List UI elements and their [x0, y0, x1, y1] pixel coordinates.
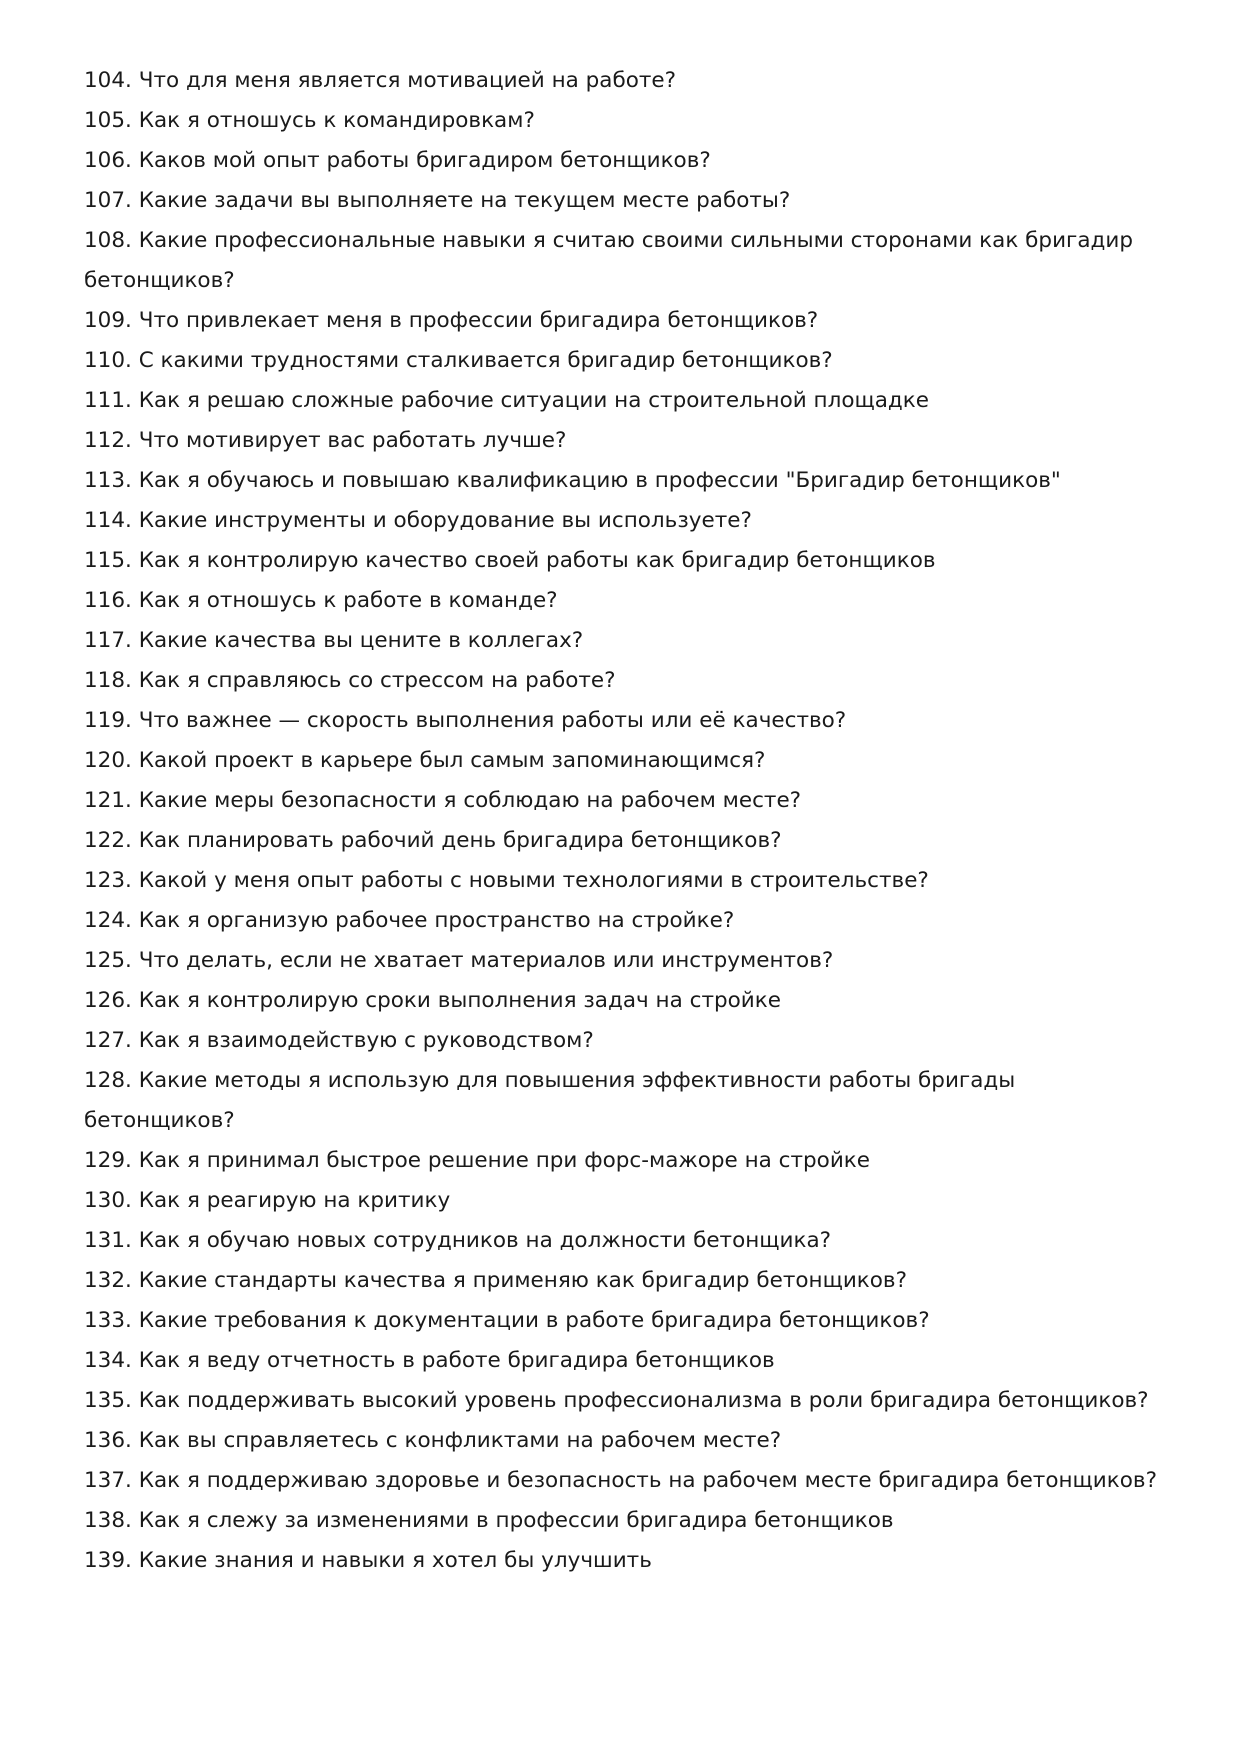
question-item: 114. Какие инструменты и оборудование вы используете? [84, 508, 752, 533]
question-item: 136. Как вы справляетесь с конфликтами на рабочем месте? [84, 1428, 782, 1453]
question-item: 120. Какой проект в карьере был самым запоминающимся? [84, 748, 766, 773]
question-item: 129. Как я принимал быстрое решение при форс-мажоре на стройке [84, 1148, 871, 1173]
question-item: 123. Какой у меня опыт работы с новыми технологиями в строительстве? [84, 868, 929, 893]
question-item: 135. Как поддерживать высокий уровень профессионализма в роли бригадира бетонщиков? [84, 1388, 1149, 1413]
question-item: 108. Какие профессиональные навыки я считаю своими сильными сторонами как бригадир бетонщиков? [84, 228, 1133, 293]
question-item: 116. Как я отношусь к работе в команде? [84, 588, 558, 613]
question-item: 105. Как я отношусь к командировкам? [84, 108, 535, 133]
question-item: 115. Как я контролирую качество своей работы как бригадир бетонщиков [84, 548, 936, 573]
question-item: 137. Как я поддерживаю здоровье и безопасность на рабочем месте бригадира бетонщиков? [84, 1468, 1157, 1493]
question-item: 113. Как я обучаюсь и повышаю квалификацию в профессии "Бригадир бетонщиков" [84, 468, 1061, 493]
question-item: 134. Как я веду отчетность в работе бригадира бетонщиков [84, 1348, 775, 1373]
question-item: 118. Как я справляюсь со стрессом на работе? [84, 668, 616, 693]
question-item: 111. Как я решаю сложные рабочие ситуации на строительной площадке [84, 388, 929, 413]
question-item: 121. Какие меры безопасности я соблюдаю на рабочем месте? [84, 788, 802, 813]
question-item: 112. Что мотивирует вас работать лучше? [84, 428, 567, 453]
question-item: 133. Какие требования к документации в работе бригадира бетонщиков? [84, 1308, 930, 1333]
question-item: 106. Каков мой опыт работы бригадиром бетонщиков? [84, 148, 711, 173]
question-item: 119. Что важнее — скорость выполнения работы или её качество? [84, 708, 847, 733]
question-item: 110. С какими трудностями сталкивается бригадир бетонщиков? [84, 348, 833, 373]
question-item: 109. Что привлекает меня в профессии бригадира бетонщиков? [84, 308, 819, 333]
question-item: 128. Какие методы я использую для повышения эффективности работы бригады бетонщиков? [84, 1068, 1016, 1133]
question-list [84, 61, 1164, 1581]
question-item: 126. Как я контролирую сроки выполнения задач на стройке [84, 988, 781, 1013]
question-item: 131. Как я обучаю новых сотрудников на должности бетонщика? [84, 1228, 832, 1253]
question-item: 125. Что делать, если не хватает материалов или инструментов? [84, 948, 834, 973]
question-item: 104. Что для меня является мотивацией на работе? [84, 68, 677, 93]
question-item: 139. Какие знания и навыки я хотел бы улучшить [84, 1548, 652, 1573]
question-item: 138. Как я слежу за изменениями в профессии бригадира бетонщиков [84, 1508, 894, 1533]
question-item: 132. Какие стандарты качества я применяю как бригадир бетонщиков? [84, 1268, 908, 1293]
question-item: 117. Какие качества вы цените в коллегах? [84, 628, 584, 653]
question-item: 124. Как я организую рабочее пространство на стройке? [84, 908, 735, 933]
question-item: 130. Как я реагирую на критику [84, 1188, 451, 1213]
question-item: 122. Как планировать рабочий день бригадира бетонщиков? [84, 828, 782, 853]
question-item: 127. Как я взаимодействую с руководством? [84, 1028, 594, 1053]
question-item: 107. Какие задачи вы выполняете на текущем месте работы? [84, 188, 791, 213]
